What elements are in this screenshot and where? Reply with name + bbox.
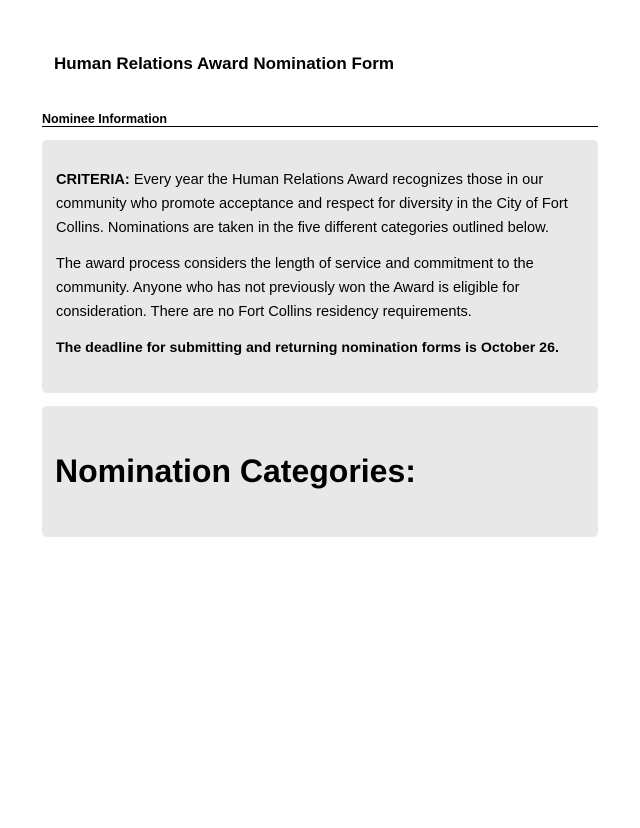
criteria-text: Every year the Human Relations Award recognizes those in our community who promote acceptance and respect for diversity in the City of Fort Collins. Nominations are taken in the five different categories outlined below.	[56, 172, 568, 236]
award-process-paragraph: The award process considers the length of service and commitment to the community. Anyone who has not previously won the Award is eligible for consideration. There are no Fort Collins residency requirements.	[56, 256, 534, 320]
nomination-categories-box	[42, 406, 598, 537]
section-header-label: Nominee Information	[42, 112, 168, 126]
criteria-label: CRITERIA:	[56, 172, 130, 188]
criteria-paragraph	[56, 168, 584, 240]
deadline-notice: The deadline for submitting and returning nomination forms is October 26.	[56, 340, 559, 356]
criteria-box	[42, 140, 598, 393]
nomination-categories-heading: Nomination Categories:	[55, 453, 416, 489]
section-header-nominee-information	[42, 110, 598, 127]
form-title: Human Relations Award Nomination Form	[54, 54, 395, 73]
